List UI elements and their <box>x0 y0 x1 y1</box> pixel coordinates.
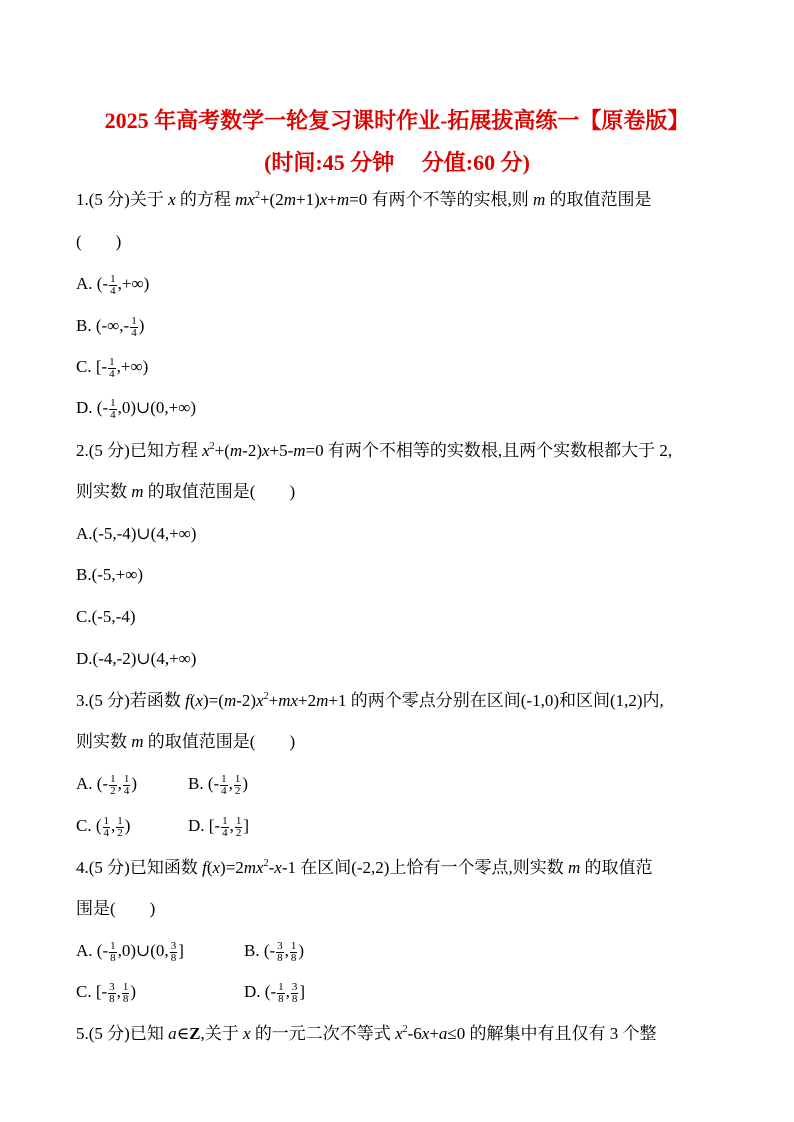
fraction: $\frac{1}{4}$ <box>123 772 130 797</box>
question-2-option-b[interactable]: B.(-5,+∞) <box>76 565 144 584</box>
question-3-option-c[interactable]: C. ( $\frac{1}{4}$ , $\frac{1}{2}$ ) <box>76 814 131 839</box>
fraction: $\frac{1}{4}$ <box>110 396 116 421</box>
fraction: $\frac{1}{2}$ <box>110 772 116 797</box>
fraction: $\frac{1}{4}$ <box>221 772 227 797</box>
fraction: $\frac{1}{8}$ <box>122 980 129 1005</box>
fraction: $\frac{3}{8}$ <box>277 939 283 964</box>
question-1-blank: ( ) <box>76 232 122 251</box>
question-4-option-d[interactable]: D. (- $\frac{1}{8}$ , $\frac{3}{8}$ ] <box>244 980 306 1005</box>
question-3-stem: 3.(5 分)若函数 $f(x)=(m-2)x^2+mx+2m+1$ 的两个零点分别在区间(-1,0)和区间(1,2)内, <box>76 691 664 710</box>
question-1-option-b[interactable]: B. (-∞,- $\frac{1}{4}$ ) <box>76 314 145 339</box>
fraction: $\frac{1}{4}$ <box>131 314 137 339</box>
fraction: $\frac{1}{8}$ <box>290 939 297 964</box>
fraction: $\frac{3}{8}$ <box>170 939 177 964</box>
fraction: $\frac{1}{4}$ <box>110 272 116 297</box>
question-3-option-b[interactable]: B. (- $\frac{1}{4}$ , $\frac{1}{2}$ ) <box>188 772 249 797</box>
question-3-stem-line2: 则实数 m 的取值范围是( ) <box>76 732 296 751</box>
fraction: $\frac{1}{8}$ <box>110 939 116 964</box>
fraction: $\frac{3}{8}$ <box>109 980 115 1005</box>
question-4-option-b[interactable]: B. (- $\frac{3}{8}$ , $\frac{1}{8}$ ) <box>244 939 305 964</box>
page-subtitle: (时间:45 分钟 分值:60 分) <box>264 150 530 175</box>
question-4-option-a[interactable]: A. (- $\frac{1}{8}$ ,0)∪(0, $\frac{3}{8}$ ] <box>76 939 184 964</box>
fraction: $\frac{1}{4}$ <box>103 814 109 839</box>
question-2-option-c[interactable]: C.(-5,-4) <box>76 607 136 626</box>
question-1-option-a[interactable]: A. (- $\frac{1}{4}$ ,+∞) <box>76 272 150 297</box>
question-4-stem: 4.(5 分)已知函数 $f(x)=2mx^2-x-1$ 在区间(-2,2)上恰有一个零点,则实数 m 的取值范 <box>76 858 653 877</box>
question-2-stem-line2: 则实数 m 的取值范围是( ) <box>76 482 296 501</box>
fraction: $\frac{1}{4}$ <box>109 355 115 380</box>
question-4-stem-line2: 围是( ) <box>76 899 156 918</box>
question-1-stem: 1.(5 分)关于 x 的方程 $mx^2+(2m+1)x+m=0$ 有两个不等的实根,则 m 的取值范围是 <box>76 190 652 209</box>
page-title: 2025 年高考数学一轮复习课时作业-拓展拔高练一【原卷版】 <box>104 108 690 133</box>
question-3-option-d[interactable]: D. [- $\frac{1}{4}$ , $\frac{1}{2}$ ] <box>188 814 250 839</box>
question-2-stem: 2.(5 分)已知方程 $x^2+(m-2)x+5-m=0$ 有两个不相等的实数根,且两个实数根都大于 2, <box>76 441 673 460</box>
fraction: $\frac{1}{2}$ <box>234 772 241 797</box>
fraction: $\frac{1}{2}$ <box>235 814 242 839</box>
question-3-option-a[interactable]: A. (- $\frac{1}{2}$ , $\frac{1}{4}$ ) <box>76 772 138 797</box>
question-4-option-c[interactable]: C. [- $\frac{3}{8}$ , $\frac{1}{8}$ ) <box>76 980 137 1005</box>
question-1-option-d[interactable]: D. (- $\frac{1}{4}$ ,0)∪(0,+∞) <box>76 396 197 421</box>
fraction: $\frac{1}{8}$ <box>278 980 284 1005</box>
question-2-option-d[interactable]: D.(-4,-2)∪(4,+∞) <box>76 649 197 668</box>
fraction: $\frac{1}{4}$ <box>222 814 228 839</box>
fraction: $\frac{1}{2}$ <box>117 814 123 839</box>
question-2-option-a[interactable]: A.(-5,-4)∪(4,+∞) <box>76 524 197 543</box>
question-5-stem: 5.(5 分)已知 a∈Z,关于 x 的一元二次不等式 $x^2-6x+a\le 0$ 的解集中有且仅有 3 个整 <box>76 1024 657 1043</box>
question-1-option-c[interactable]: C. [- $\frac{1}{4}$ ,+∞) <box>76 355 149 380</box>
fraction: $\frac{3}{8}$ <box>291 980 298 1005</box>
